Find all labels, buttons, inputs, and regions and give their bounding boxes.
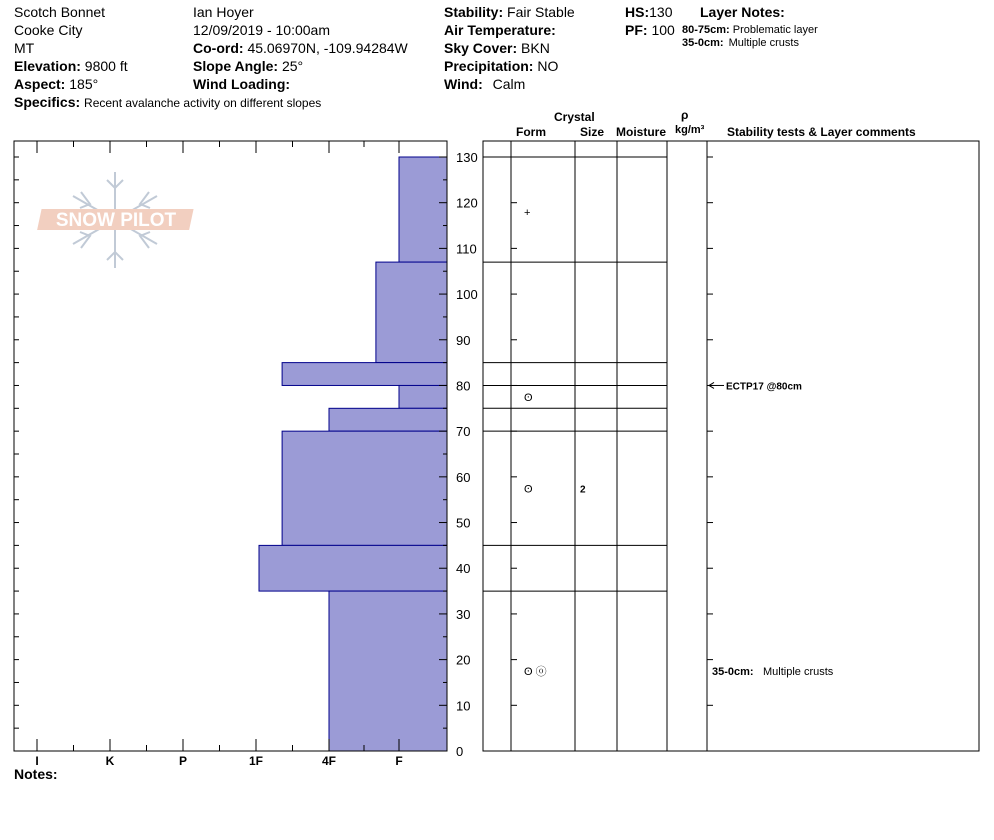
- moisture-header: Moisture: [616, 125, 667, 139]
- hardness-bar: [329, 591, 447, 751]
- hardness-bar: [282, 363, 447, 386]
- sky-value: BKN: [521, 40, 550, 56]
- crystal-form-symbol: ʘ: [524, 391, 533, 404]
- coord-value: 45.06970N, -109.94284W: [247, 40, 408, 56]
- observer-name: Ian Hoyer: [193, 4, 254, 20]
- y-tick-label: 100: [456, 287, 478, 303]
- form-header: Form: [516, 125, 546, 139]
- layer-note-range: 80-75cm:: [682, 24, 730, 36]
- layer-notes-title: Layer Notes:: [700, 4, 785, 20]
- comments-header: Stability tests & Layer comments: [727, 125, 916, 139]
- stability-test-label: ECTP17 @80cm: [726, 381, 802, 393]
- y-tick-label: 110: [456, 241, 477, 257]
- crystal-form-symbol: ʘ: [524, 483, 533, 496]
- slope-label: Slope Angle:: [193, 58, 279, 74]
- crystal-size-label: 2: [580, 484, 586, 496]
- state-name: MT: [14, 40, 35, 56]
- hardness-bar: [399, 385, 447, 408]
- y-tick-label: 20: [456, 652, 471, 668]
- hardness-bar: [282, 431, 447, 545]
- hardness-bar: [329, 408, 447, 431]
- precip-value: NO: [537, 58, 559, 74]
- hardness-bar: [376, 262, 447, 363]
- stability-label: Stability:: [444, 4, 504, 20]
- elevation-label: Elevation:: [14, 58, 81, 74]
- rho-header: ρ: [681, 108, 689, 122]
- x-tick-label: I: [35, 754, 39, 768]
- layer-note-text: Multiple crusts: [728, 37, 799, 49]
- y-tick-label: 30: [456, 606, 471, 622]
- logo-text: SNOW PILOT: [55, 210, 177, 231]
- hardness-bar: [259, 545, 447, 591]
- air-temp-label: Air Temperature:: [444, 22, 556, 38]
- x-tick-label: F: [395, 754, 403, 768]
- x-tick-label: 4F: [321, 754, 337, 768]
- aspect-value: 185°: [69, 76, 99, 92]
- y-tick-label: 70: [456, 424, 471, 440]
- y-tick-label: 40: [456, 561, 471, 577]
- layer-note-range: 35-0cm:: [682, 37, 724, 49]
- crystal-form-symbol: +: [524, 206, 531, 219]
- layer-comment-range: 35-0cm:: [712, 666, 754, 679]
- y-tick-label: 130: [456, 150, 478, 165]
- wind-loading-label: Wind Loading:: [193, 76, 291, 92]
- elevation-value: 9800 ft: [84, 58, 128, 74]
- y-tick-label: 80: [456, 378, 471, 394]
- y-tick-label: 90: [456, 332, 471, 348]
- y-tick-label: 10: [456, 698, 471, 714]
- crystal-form-symbol: ʘ ⓞ: [524, 666, 547, 679]
- range-name: Cooke City: [14, 22, 83, 38]
- size-header: Size: [580, 125, 605, 139]
- notes-label: Notes:: [14, 766, 58, 782]
- wind-label: Wind:: [444, 76, 483, 92]
- location-name: Scotch Bonnet: [14, 4, 106, 20]
- x-tick-label: P: [178, 754, 188, 768]
- specifics-value: Recent avalanche activity on different slopes: [84, 96, 322, 110]
- sky-label: Sky Cover:: [444, 40, 518, 56]
- crystal-header: Crystal: [554, 110, 595, 124]
- layer-table-frame: [483, 141, 979, 751]
- pf-label: PF:: [625, 22, 648, 38]
- layer-comment-text: Multiple crusts: [763, 666, 834, 679]
- y-tick-label: 120: [456, 195, 478, 211]
- x-tick-label: 1F: [248, 754, 264, 768]
- wind-value: Calm: [492, 76, 526, 92]
- stability-value: Fair Stable: [507, 4, 575, 20]
- y-tick-label: 0: [456, 744, 464, 759]
- hardness-bar: [399, 157, 447, 262]
- layer-note-text: Problematic layer: [732, 24, 818, 36]
- y-tick-label: 60: [456, 469, 471, 485]
- slope-value: 25°: [281, 58, 304, 74]
- specifics-label: Specifics:: [14, 94, 81, 110]
- coord-label: Co-ord:: [193, 40, 244, 56]
- snowpilot-logo: [37, 172, 193, 268]
- hs-value: 130: [649, 4, 673, 20]
- y-tick-label: 50: [456, 515, 471, 531]
- hs-label: HS:: [625, 4, 650, 20]
- pf-value: 100: [651, 22, 675, 38]
- x-tick-label: K: [105, 754, 115, 768]
- observation-datetime: 12/09/2019 - 10:00am: [193, 22, 330, 38]
- precip-label: Precipitation:: [444, 58, 534, 74]
- density-unit-header: kg/m³: [675, 124, 705, 136]
- aspect-label: Aspect:: [14, 76, 66, 92]
